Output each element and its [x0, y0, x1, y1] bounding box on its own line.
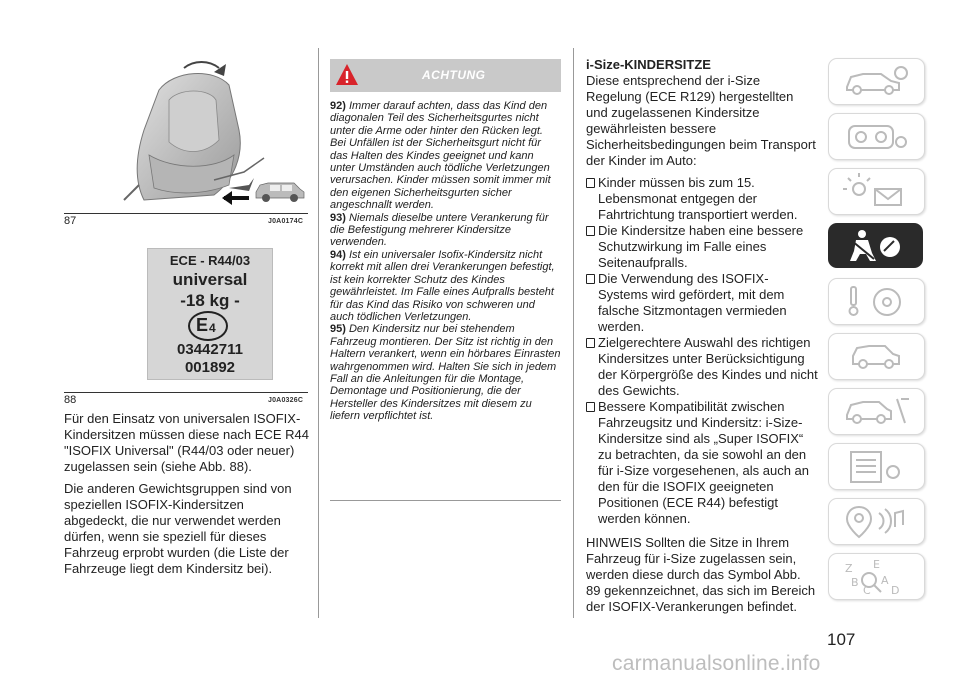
left-paragraph-1: Für den Einsatz von universalen ISOFIX-Kindersitzen müssen diese nach ECE R44 "ISOFIX Universal" (R44/03 oder neuer) zugelassen sein (siehe Abb. 88). — [64, 411, 309, 474]
warning-bottom-rule — [330, 500, 561, 501]
safety-airbag-icon — [828, 223, 923, 268]
figure-88-rule — [64, 392, 308, 393]
figure-88-number: 88 — [64, 394, 77, 406]
ece-label-line6: 001892 — [184, 359, 236, 376]
chapter-tab-index[interactable] — [828, 553, 925, 600]
chapter-tab-lights-messages[interactable] — [828, 168, 925, 215]
car-dashboard-icon — [829, 114, 924, 159]
figure-87-child-seat-illustration — [64, 60, 308, 210]
index-icon — [829, 554, 924, 599]
figure-87-number: 87 — [64, 215, 77, 227]
chapter-tab-safety[interactable] — [828, 223, 923, 268]
chapter-tab-starting-driving[interactable] — [828, 278, 925, 325]
car-info-icon — [829, 59, 924, 104]
warning-header — [330, 59, 561, 92]
figure-87-rule — [64, 213, 308, 214]
warning-item-94 — [330, 249, 561, 323]
note-paragraph: HINWEIS Sollten die Sitze in Ihrem Fahrzeug für i-Size zugelassen sein, werden diese durch das Symbol Abb. 89 gekennzeichnet, das sich im Bereich der ISOFIX-Verankerungen befindet. — [586, 535, 816, 614]
warning-item-number: 95) — [330, 323, 346, 336]
lights-message-icon — [829, 169, 924, 214]
figure-88-code: J0A0326C — [268, 397, 304, 404]
section-title: i-Size-KINDERSITZE — [586, 57, 711, 72]
left-paragraph-2: Die anderen Gewichtsgruppen sind von speziellen ISOFIX-Kindersitzen abgedeckt, die nur verwendet werden dürfen, wenn sie speziell für dieses Fahrzeug erprobt wurden (die Liste der Fahrzeuge liegt dem Kindersitz bei). — [64, 481, 292, 576]
chapter-tab-car-info[interactable] — [828, 58, 925, 105]
ece-label-line2: universal — [172, 270, 248, 289]
ece-label-line5: 03442711 — [177, 341, 243, 358]
warning-title: ACHTUNG — [422, 68, 486, 82]
column-rule-2 — [573, 48, 574, 618]
svg-text:E: E — [873, 558, 880, 571]
chapter-tab-dashboard[interactable] — [828, 113, 925, 160]
ece-approval-label — [147, 248, 273, 380]
chapter-tab-technical-data[interactable] — [828, 443, 925, 490]
right-intro: Diese entsprechend der i-Size Regelung (ECE R129) hergestellten und zugelassenen Kindersitze gewährleisten bessere Sicherheitsbedingungen beim Transport der Kinder im Auto: — [586, 73, 816, 168]
bullet-item: Bessere Kompatibilität zwischen Fahrzeugsitz und Kindersitz: i-Size-Kindersitze sind als „Super ISOFIX“ zu betrachten, da sie sowohl an den für i-Size vorgesehenen, als auch an den für die ISOFIX geeigneten Positionen (ECE R44) befestigt werden können. — [586, 399, 818, 527]
warning-item-number: 94) — [330, 248, 346, 261]
warning-item-number: 93) — [330, 211, 346, 224]
svg-text:Z: Z — [845, 562, 853, 575]
car-maintenance-icon — [829, 389, 924, 434]
steering-wheel-icon — [829, 279, 924, 324]
warning-item-92 — [330, 100, 561, 212]
warning-item-text: Den Kindersitz nur bei stehendem Fahrzeug montieren. Der Sitz ist richtig in den Haltern verankert, wenn ein hörbares Einrasten wahrgenommen wird. Halten Sie sich in jedem Fall an die Anleitungen für die Montage, Demontage und Positionierung, die der Hersteller des Kindersitzes mit diesem zu liefern verpflichtet ist. — [330, 323, 561, 423]
warning-triangle-icon — [829, 334, 924, 379]
svg-text:C: C — [863, 584, 871, 597]
bullet-item: Die Kindersitze haben eine bessere Schutzwirkung im Falle eines Seitenaufpralls. — [586, 223, 818, 271]
technical-data-icon — [829, 444, 924, 489]
svg-text:D: D — [891, 584, 900, 597]
chapter-tab-emergency[interactable] — [828, 333, 925, 380]
multimedia-icon — [829, 499, 924, 544]
svg-text:A: A — [881, 574, 889, 587]
warning-triangle-icon — [335, 63, 359, 87]
page-number: 107 — [827, 630, 856, 649]
right-column-text — [586, 73, 818, 621]
warning-item-93 — [330, 212, 561, 249]
svg-text:B: B — [851, 576, 859, 589]
column-rule-1 — [318, 48, 319, 618]
ece-mark — [188, 311, 228, 341]
warning-body — [330, 100, 561, 423]
warning-item-text: Niemals dieselbe untere Verankerung für die Befestigung mehrerer Kindersitze verwenden. — [330, 211, 549, 249]
left-column-text — [64, 411, 310, 583]
chapter-tab-multimedia[interactable] — [828, 498, 925, 545]
figure-87-code: J0A0174C — [268, 218, 304, 225]
bullet-item: Kinder müssen bis zum 15. Lebensmonat entgegen der Fahrtrichtung transportiert werden. — [586, 175, 818, 223]
ece-mark-letter: E — [196, 315, 209, 335]
warning-item-text: Immer darauf achten, dass das Kind den diagonalen Teil des Sicherheitsgurtes nicht unter die Arme oder hinter den Rücken legt. Bei Unfällen ist der Sicherheitsgurt nicht für das Halten des Kindes geeignet und kann unter Umständen auch tödliche Verletzungen verursachen. Kinder müssen somit immer mit den eigenen Sicherheitsgurten sicher angeschnallt werden. — [330, 100, 551, 212]
ece-mark-sub: 4 — [209, 321, 216, 335]
watermark: carmanualsonline.info — [612, 652, 821, 675]
warning-item-number: 92) — [330, 100, 346, 112]
child-seat-drawing — [64, 60, 308, 210]
warning-item-text: Ist ein universaler Isofix-Kindersitz nicht korrekt mit allen drei Verankerungen befestigt, ist kein korrekter Schutz des Kindes gewährleistet. Im Falle eines Aufpralls besteht für das Kind das Risiko von schweren und auch tödlichen Verletzungen. — [330, 248, 555, 323]
chapter-tab-maintenance[interactable] — [828, 388, 925, 435]
bullet-item: Die Verwendung des ISOFIX-Systems wird gefördert, mit dem falsche Sitzmontagen vermieden werden. — [586, 271, 818, 335]
ece-label-line1: ECE - R44/03 — [169, 253, 251, 268]
ece-label-line3: -18 kg - — [180, 291, 240, 310]
warning-item-95 — [330, 323, 561, 422]
bullet-item: Zielgerechtere Auswahl des richtigen Kindersitzes unter Berücksichtigung der Körpergröße des Kindes und nicht des Gewichts. — [586, 335, 818, 399]
